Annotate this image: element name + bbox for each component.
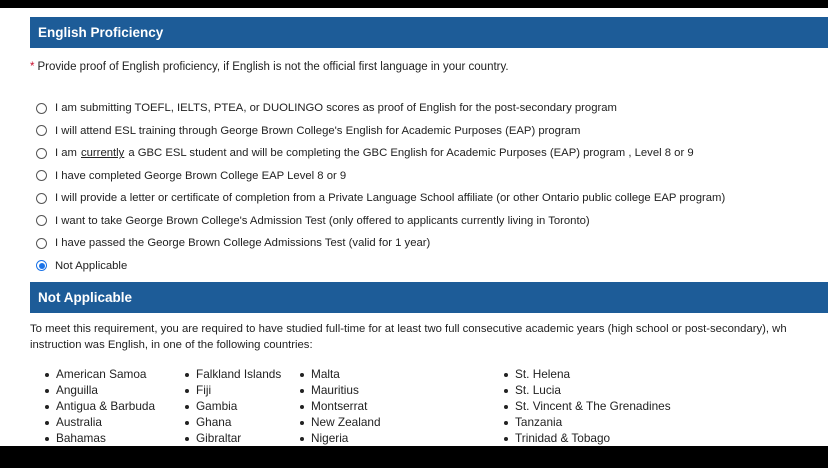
option-label: I have passed the George Brown College Admissions Test (valid for 1 year) (55, 237, 431, 250)
required-asterisk: * (30, 61, 35, 73)
list-item: Australia (45, 414, 155, 430)
option-label: I will provide a letter or certificate of completion from a Private Language School affiliate (or other Ontario public college EAP program) (55, 192, 726, 205)
option-completed-eap[interactable] (36, 165, 725, 188)
english-proficiency-options (36, 97, 725, 277)
list-item: Nigeria (300, 430, 381, 446)
list-item: Montserrat (300, 398, 381, 414)
radio-button[interactable] (36, 215, 47, 226)
option-label-start: I am (55, 147, 77, 160)
option-esl-training[interactable] (36, 120, 725, 143)
requirement-description (30, 321, 828, 353)
english-proficiency-header: English Proficiency (30, 17, 828, 48)
option-private-school-letter[interactable] (36, 187, 725, 210)
requirement-text: Provide proof of English proficiency, if English is not the official first language in your country. (37, 61, 509, 73)
option-test-scores[interactable] (36, 97, 725, 120)
list-item: Tanzania (504, 414, 671, 430)
option-label-end: a GBC ESL student and will be completing the GBC English for Academic Purposes (EAP) program , Level 8 or 9 (128, 147, 694, 160)
radio-button-selected[interactable] (36, 260, 47, 271)
list-item: Mauritius (300, 382, 381, 398)
list-item: St. Helena (504, 366, 671, 382)
list-item: Bahamas (45, 430, 155, 446)
list-item: Falkland Islands (185, 366, 281, 382)
list-item: Ghana (185, 414, 281, 430)
option-current-gbc-esl[interactable] (36, 142, 725, 165)
country-list-column-2 (185, 366, 281, 446)
list-item: Trinidad & Tobago (504, 430, 671, 446)
list-item: St. Lucia (504, 382, 671, 398)
list-item: American Samoa (45, 366, 155, 382)
country-list-column-1 (45, 366, 155, 446)
not-applicable-header: Not Applicable (30, 282, 828, 313)
list-item: Malta (300, 366, 381, 382)
radio-button[interactable] (36, 125, 47, 136)
country-list-column-4 (504, 366, 671, 446)
country-list-column-3 (300, 366, 381, 446)
option-label: I have completed George Brown College EAP Level 8 or 9 (55, 169, 347, 182)
requirement-description-line: To meet this requirement, you are required to have studied full-time for at least two full consecutive academic years (high school or post-secondary), wh (30, 323, 787, 335)
proof-requirement-note (30, 61, 509, 73)
option-take-admission-test[interactable] (36, 210, 725, 233)
list-item: New Zealand (300, 414, 381, 430)
list-item: Antigua & Barbuda (45, 398, 155, 414)
option-label: I am submitting TOEFL, IELTS, PTEA, or DUOLINGO scores as proof of English for the post-secondary program (55, 102, 617, 115)
radio-button[interactable] (36, 193, 47, 204)
list-item: Gibraltar (185, 430, 281, 446)
list-item: Anguilla (45, 382, 155, 398)
option-passed-admission-test[interactable] (36, 232, 725, 255)
option-not-applicable[interactable] (36, 255, 725, 278)
radio-button[interactable] (36, 238, 47, 249)
list-item: Fiji (185, 382, 281, 398)
option-label: Not Applicable (55, 259, 128, 272)
radio-button[interactable] (36, 148, 47, 159)
radio-button[interactable] (36, 103, 47, 114)
list-item: Gambia (185, 398, 281, 414)
application-form-page (0, 8, 828, 446)
radio-button[interactable] (36, 170, 47, 181)
requirement-description-line: instruction was English, in one of the following countries: (30, 339, 313, 351)
option-label: I will attend ESL training through George Brown College's English for Academic Purposes (EAP) program (55, 124, 581, 137)
list-item: St. Vincent & The Grenadines (504, 398, 671, 414)
option-label-underlined: currently (80, 147, 125, 160)
option-label: I want to take George Brown College's Admission Test (only offered to applicants currently living in Toronto) (55, 214, 590, 227)
